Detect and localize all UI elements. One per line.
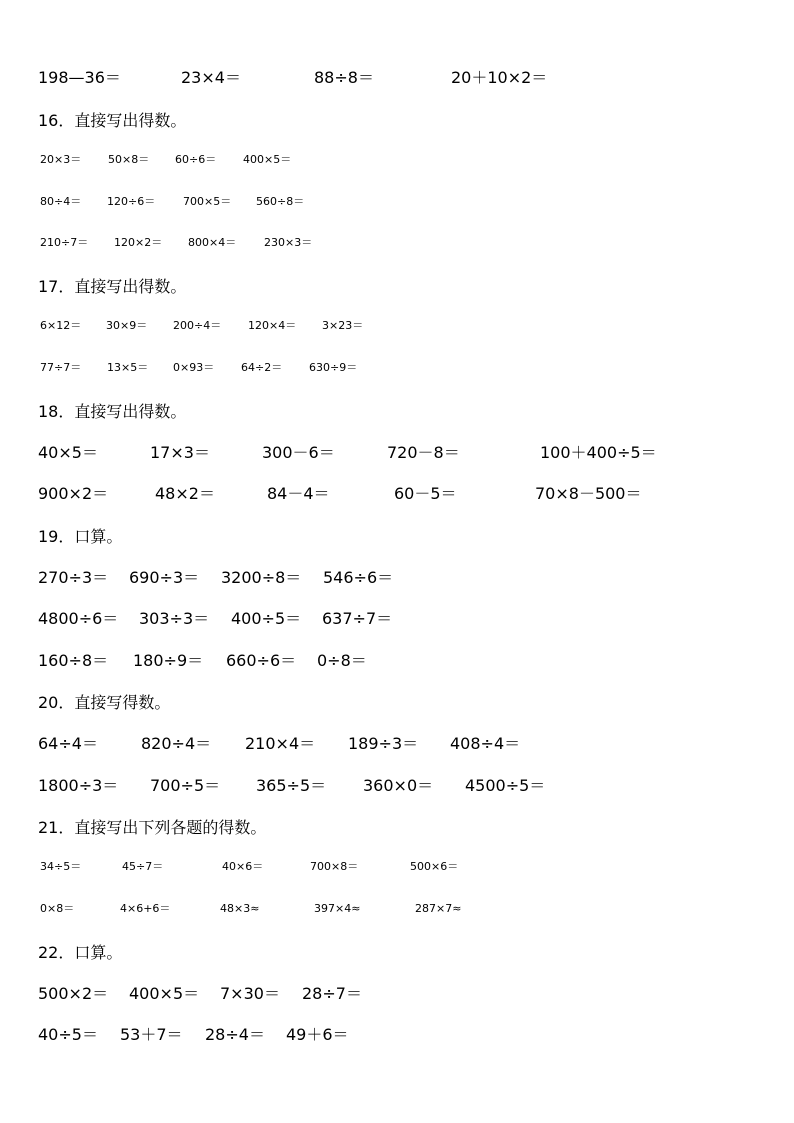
problem: 77÷7＝ — [40, 361, 82, 374]
problem-row — [0, 606, 794, 632]
problem-row — [0, 65, 794, 91]
problem: 49＋6＝ — [286, 1025, 349, 1044]
problem-row — [0, 565, 794, 591]
problem-row — [0, 896, 794, 922]
problem: 300－6＝ — [262, 443, 335, 462]
problem: 0×8＝ — [40, 902, 75, 915]
problem: 17×3＝ — [150, 443, 210, 462]
problem: 64÷4＝ — [38, 734, 98, 753]
problem: 500×2＝ — [38, 984, 109, 1003]
problem: 500×6＝ — [410, 860, 459, 873]
problem: 0÷8＝ — [317, 651, 367, 670]
problem: 820÷4＝ — [141, 734, 212, 753]
problem-row — [0, 1022, 794, 1048]
problem: 60÷6＝ — [175, 153, 217, 166]
problem: 40×5＝ — [38, 443, 98, 462]
problem: 690÷3＝ — [129, 568, 200, 587]
problem: 28÷4＝ — [205, 1025, 265, 1044]
problem: 400×5＝ — [243, 153, 292, 166]
problem: 64÷2＝ — [241, 361, 283, 374]
problem: 630÷9＝ — [309, 361, 358, 374]
section-heading-22: 22．口算。 — [38, 943, 123, 962]
problem: 120×2＝ — [114, 236, 163, 249]
problem: 3200÷8＝ — [221, 568, 302, 587]
problem: 637÷7＝ — [322, 609, 393, 628]
problem: 50×8＝ — [108, 153, 150, 166]
problem: 45÷7＝ — [122, 860, 164, 873]
problem-row — [0, 313, 794, 339]
problem: 660÷6＝ — [226, 651, 297, 670]
problem: 700÷5＝ — [150, 776, 221, 795]
problem-row — [0, 147, 794, 173]
problem-row — [0, 230, 794, 256]
problem: 7×30＝ — [220, 984, 280, 1003]
problem: 84－4＝ — [267, 484, 330, 503]
section-heading-17: 17．直接写出得数。 — [38, 277, 187, 296]
problem: 60－5＝ — [394, 484, 457, 503]
problem: 400×5＝ — [129, 984, 200, 1003]
problem: 20＋10×2＝ — [451, 68, 548, 87]
problem-row — [0, 440, 794, 466]
problem: 720－8＝ — [387, 443, 460, 462]
problem: 900×2＝ — [38, 484, 109, 503]
problem-row — [0, 773, 794, 799]
problem: 360×0＝ — [363, 776, 434, 795]
problem: 48×3≈ — [220, 902, 260, 915]
problem: 303÷3＝ — [139, 609, 210, 628]
problem: 546÷6＝ — [323, 568, 394, 587]
section-heading-21: 21．直接写出下列各题的得数。 — [38, 818, 267, 837]
problem-row — [0, 981, 794, 1007]
problem: 6×12＝ — [40, 319, 82, 332]
problem: 40÷5＝ — [38, 1025, 98, 1044]
problem-row — [0, 854, 794, 880]
problem-row — [0, 648, 794, 674]
section-heading-18: 18．直接写出得数。 — [38, 402, 187, 421]
problem: 160÷8＝ — [38, 651, 109, 670]
problem: 397×4≈ — [314, 902, 361, 915]
problem: 34÷5＝ — [40, 860, 82, 873]
problem: 700×5＝ — [183, 195, 232, 208]
problem: 210×4＝ — [245, 734, 316, 753]
section-heading-19: 19．口算。 — [38, 527, 123, 546]
problem-row — [0, 355, 794, 381]
problem-row — [0, 189, 794, 215]
problem-row — [0, 731, 794, 757]
problem: 88÷8＝ — [314, 68, 374, 87]
problem: 120×4＝ — [248, 319, 297, 332]
problem: 270÷3＝ — [38, 568, 109, 587]
problem: 20×3＝ — [40, 153, 82, 166]
problem: 287×7≈ — [415, 902, 462, 915]
problem: 4500÷5＝ — [465, 776, 546, 795]
problem: 189÷3＝ — [348, 734, 419, 753]
problem: 13×5＝ — [107, 361, 149, 374]
section-heading-20: 20．直接写得数。 — [38, 693, 171, 712]
problem: 4×6+6＝ — [120, 902, 171, 915]
problem: 30×9＝ — [106, 319, 148, 332]
section-heading-16: 16．直接写出得数。 — [38, 111, 187, 130]
problem-row — [0, 481, 794, 507]
problem: 100＋400÷5＝ — [540, 443, 657, 462]
problem: 560÷8＝ — [256, 195, 305, 208]
problem: 70×8－500＝ — [535, 484, 642, 503]
problem: 365÷5＝ — [256, 776, 327, 795]
problem: 1800÷3＝ — [38, 776, 119, 795]
problem: 210÷7＝ — [40, 236, 89, 249]
problem: 28÷7＝ — [302, 984, 362, 1003]
problem: 3×23＝ — [322, 319, 364, 332]
problem: 180÷9＝ — [133, 651, 204, 670]
problem: 230×3＝ — [264, 236, 313, 249]
problem: 80÷4＝ — [40, 195, 82, 208]
problem: 400÷5＝ — [231, 609, 302, 628]
problem: 200÷4＝ — [173, 319, 222, 332]
problem: 53＋7＝ — [120, 1025, 183, 1044]
problem: 4800÷6＝ — [38, 609, 119, 628]
problem: 40×6＝ — [222, 860, 264, 873]
problem: 198—36＝ — [38, 68, 121, 87]
problem: 0×93＝ — [173, 361, 215, 374]
problem: 23×4＝ — [181, 68, 241, 87]
problem: 120÷6＝ — [107, 195, 156, 208]
problem: 408÷4＝ — [450, 734, 521, 753]
problem: 800×4＝ — [188, 236, 237, 249]
problem: 48×2＝ — [155, 484, 215, 503]
problem: 700×8＝ — [310, 860, 359, 873]
